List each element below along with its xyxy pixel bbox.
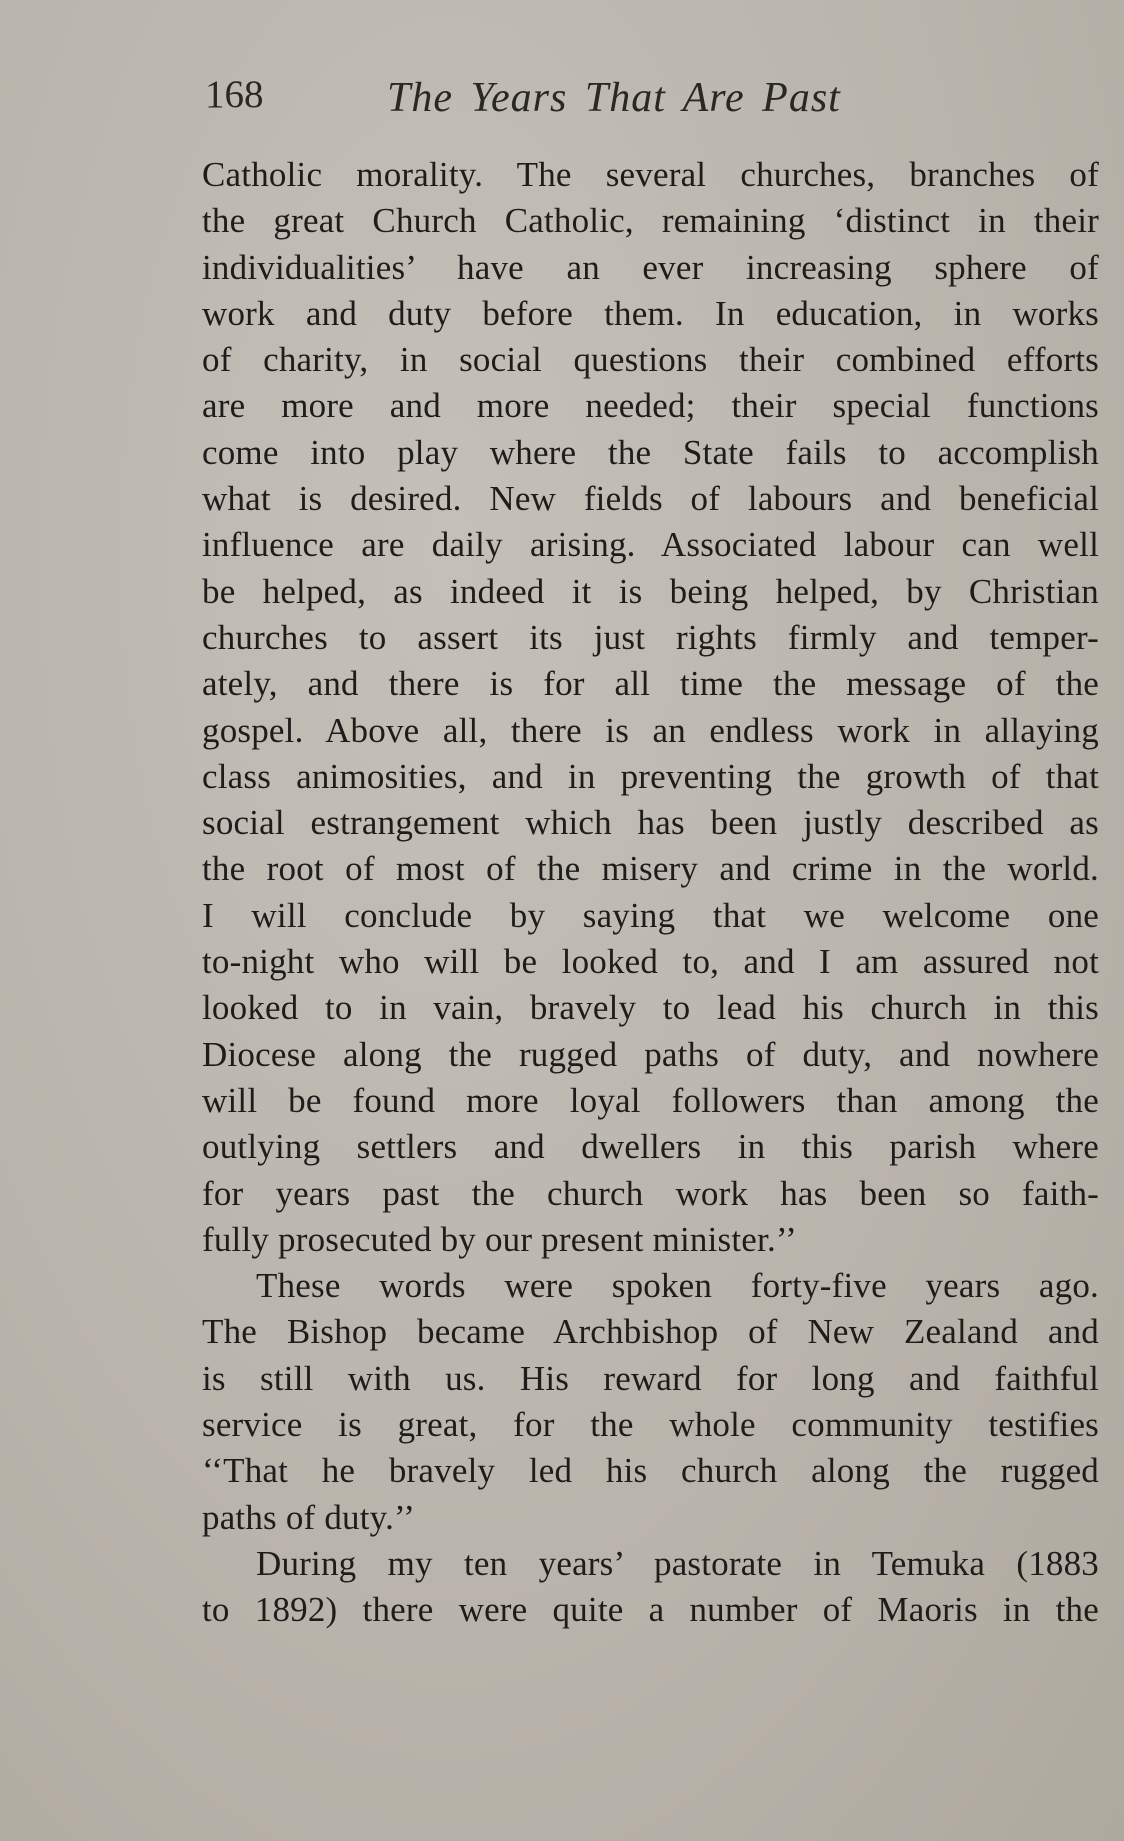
body-text — [202, 152, 1099, 1634]
text-line: looked to in vain, bravely to lead his church in this — [202, 988, 1099, 1028]
text-line: ately, and there is for all time the message of the — [202, 664, 1099, 704]
text-line: be helped, as indeed it is being helped, by Christian — [202, 571, 1099, 611]
text-line: I will conclude by saying that we welcome one — [202, 895, 1099, 935]
text-line: service is great, for the whole community testifies — [202, 1405, 1099, 1445]
text-line: class animosities, and in preventing the growth of that — [202, 756, 1099, 796]
text-line: individualities’ have an ever increasing sphere of — [202, 247, 1099, 287]
text-line: the root of most of the misery and crime in the world. — [202, 849, 1099, 889]
text-line: to-night who will be looked to, and I am assured not — [202, 942, 1099, 982]
text-line: social estrangement which has been justly described as — [202, 803, 1099, 843]
page-number: 168 — [205, 73, 264, 116]
text-line: to 1892) there were quite a number of Maoris in the — [202, 1590, 1099, 1630]
text-line: Catholic morality. The several churches, branches of — [202, 155, 1099, 194]
text-line: gospel. Above all, there is an endless work in allaying — [202, 710, 1099, 750]
running-title: The Years That Are Past — [387, 75, 841, 121]
text-line: is still with us. His reward for long and faithful — [202, 1358, 1099, 1398]
text-line: what is desired. New fields of labours and beneficial — [202, 479, 1099, 519]
text-line: influence are daily arising. Associated labour can well — [202, 525, 1099, 565]
text-line: will be found more loyal followers than among the — [202, 1080, 1099, 1120]
text-line: are more and more needed; their special functions — [202, 386, 1099, 426]
text-line: During my ten years’ pastorate in Temuka (1883 — [256, 1543, 1099, 1583]
text-line: These words were spoken forty-five years ago. — [256, 1266, 1099, 1306]
text-line: outlying settlers and dwellers in this parish where — [202, 1127, 1099, 1167]
text-line: work and duty before them. In education, in works — [202, 293, 1099, 333]
text-line: paths of duty.’’ — [202, 1497, 416, 1537]
text-line: fully prosecuted by our present minister.’’ — [202, 1219, 798, 1259]
text-line: the great Church Catholic, remaining ‘distinct in their — [202, 201, 1099, 241]
text-line: churches to assert its just rights firmly and temper- — [202, 617, 1099, 657]
text-line: for years past the church work has been so faith- — [202, 1173, 1099, 1213]
text-line: come into play where the State fails to accomplish — [202, 432, 1099, 472]
running-head — [205, 72, 1100, 132]
text-line: ‘‘That he bravely led his church along the rugged — [202, 1451, 1099, 1491]
text-line: The Bishop became Archbishop of New Zealand and — [202, 1312, 1099, 1352]
text-line: Diocese along the rugged paths of duty, and nowhere — [202, 1034, 1099, 1074]
text-line: of charity, in social questions their combined efforts — [202, 340, 1099, 380]
